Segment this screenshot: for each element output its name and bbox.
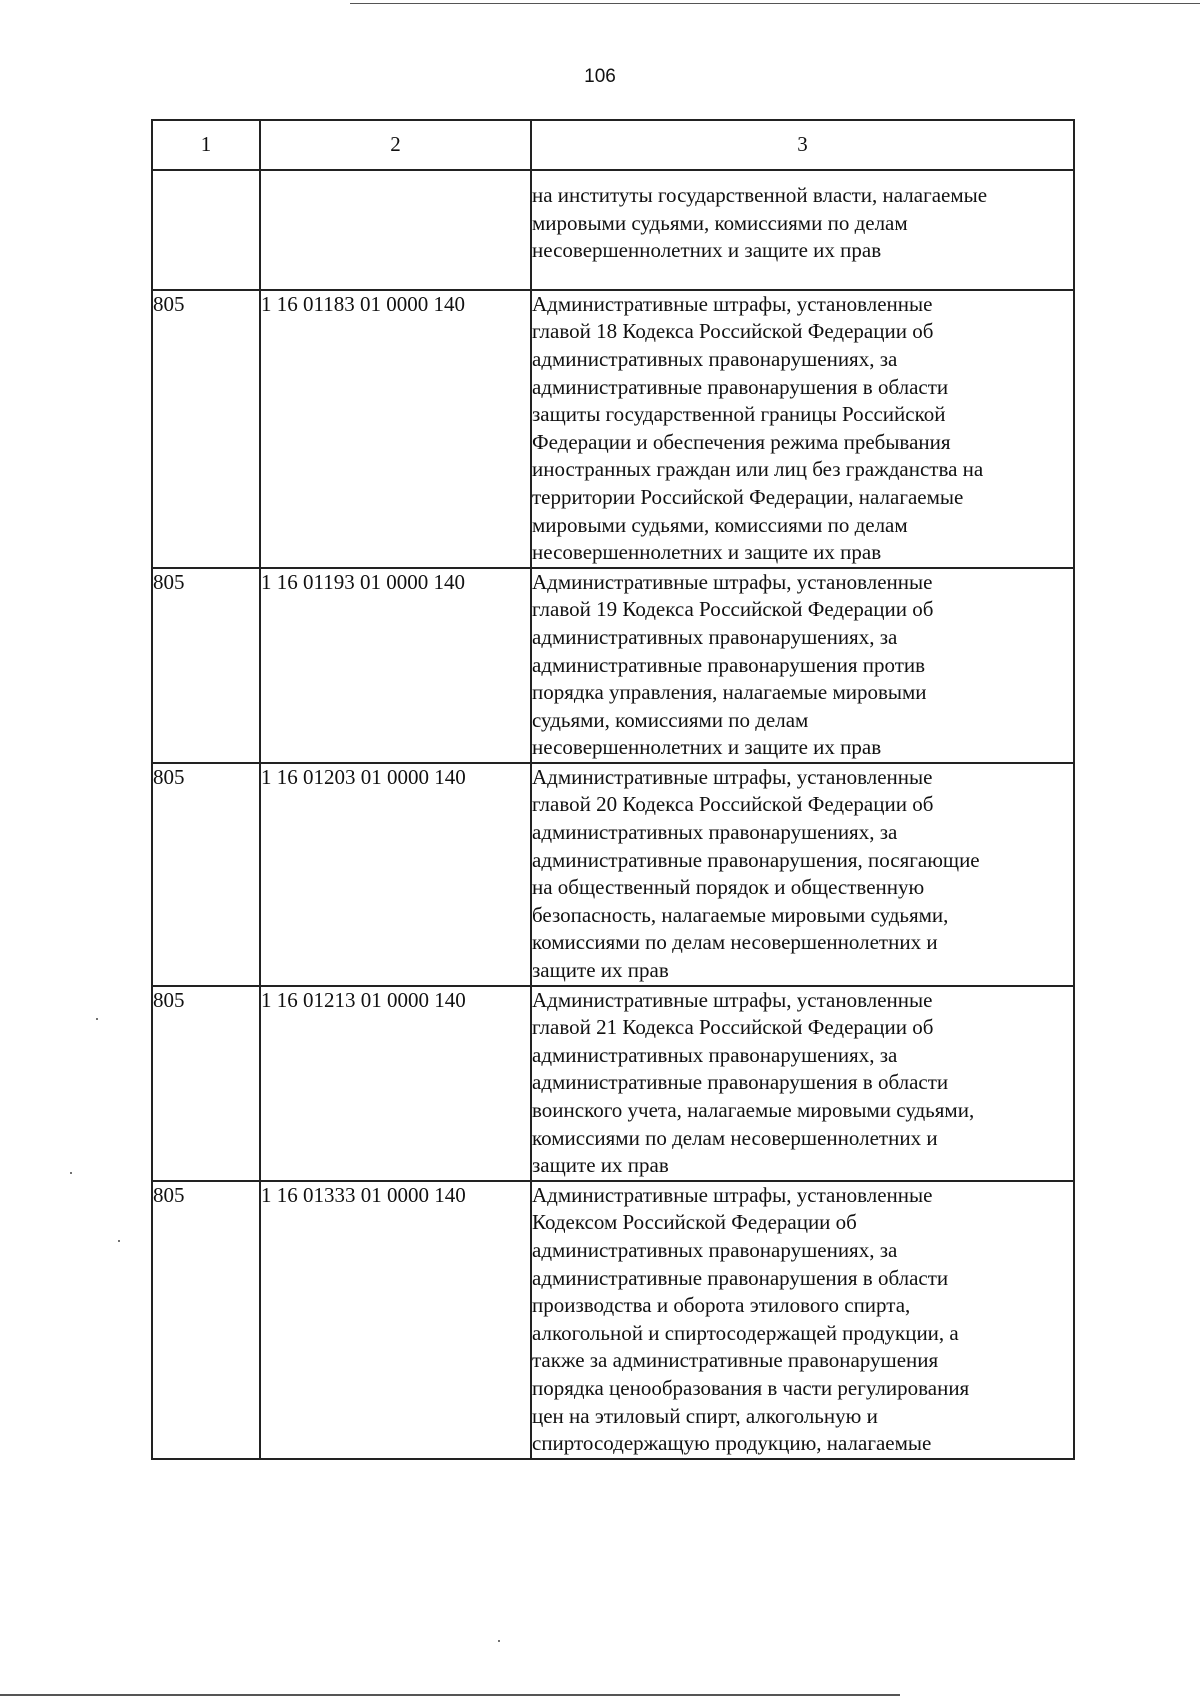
description-line: цен на этиловый спирт, алкогольную и	[532, 1403, 878, 1428]
description-line: территории Российской Федерации, налагаемые	[532, 484, 964, 509]
description-line: алкогольной и спиртосодержащей продукции, а	[532, 1320, 959, 1345]
table-row	[152, 290, 1074, 568]
cell-description	[531, 170, 1074, 290]
description-line: административные правонарушения против	[532, 652, 926, 677]
description-line: Административные штрафы, установленные	[532, 764, 933, 789]
scan-speck	[96, 1018, 98, 1020]
table-row	[152, 763, 1074, 986]
description-line: административные правонарушения в области	[532, 1070, 949, 1095]
description-line: Административные штрафы, установленные	[532, 291, 933, 316]
table-body	[152, 170, 1074, 1459]
cell-description	[531, 568, 1074, 763]
description-line: комиссиями по делам несовершеннолетних и	[532, 1125, 938, 1150]
description-line: Федерации и обеспечения режима пребывания	[532, 429, 951, 454]
cell-admin-code: 805	[152, 986, 260, 1181]
description-line: главой 18 Кодекса Российской Федерации об	[532, 319, 934, 344]
cell-budget-code: 1 16 01193 01 0000 140	[260, 568, 531, 763]
description-line: защите их прав	[532, 1153, 669, 1178]
cell-budget-code	[260, 170, 531, 290]
cell-admin-code: 805	[152, 290, 260, 568]
description-line: порядка управления, налагаемые мировыми	[532, 680, 927, 705]
description-line: мировыми судьями, комиссиями по делам	[532, 512, 908, 537]
description-line: несовершеннолетних и защите их прав	[532, 238, 882, 263]
description-line: главой 20 Кодекса Российской Федерации об	[532, 792, 934, 817]
description-line: главой 19 Кодекса Российской Федерации об	[532, 597, 934, 622]
classification-table	[151, 119, 1075, 1460]
description-line: защите их прав	[532, 958, 669, 983]
description-line: Административные штрафы, установленные	[532, 987, 933, 1012]
description-line: воинского учета, налагаемые мировыми судьями,	[532, 1098, 975, 1122]
description-line: административных правонарушениях, за	[532, 1237, 898, 1262]
description-line: административных правонарушениях, за	[532, 1042, 898, 1067]
description-line: мировыми судьями, комиссиями по делам	[532, 210, 908, 235]
cell-description	[531, 1181, 1074, 1459]
description-line: административных правонарушениях, за	[532, 820, 898, 845]
cell-budget-code: 1 16 01333 01 0000 140	[260, 1181, 531, 1459]
description-line: безопасность, налагаемые мировыми судьями,	[532, 902, 949, 927]
table-header-row	[152, 120, 1074, 170]
table-row	[152, 568, 1074, 763]
header-col-2: 2	[260, 120, 531, 170]
description-line: производства и оборота этилового спирта,	[532, 1293, 911, 1318]
description-line: также за административные правонарушения	[532, 1348, 939, 1373]
description-line: главой 21 Кодекса Российской Федерации об	[532, 1015, 934, 1040]
cell-budget-code: 1 16 01183 01 0000 140	[260, 290, 531, 568]
cell-admin-code: 805	[152, 1181, 260, 1459]
description-line: административных правонарушениях, за	[532, 624, 898, 649]
bottom-scan-line	[0, 1694, 900, 1696]
scan-speck	[118, 1240, 120, 1242]
top-scan-line	[350, 3, 1200, 4]
description-line: несовершеннолетних и защите их прав	[532, 540, 882, 565]
cell-description	[531, 290, 1074, 568]
scan-speck	[70, 1172, 72, 1174]
description-line: Административные штрафы, установленные	[532, 1182, 933, 1207]
description-line: Кодексом Российской Федерации об	[532, 1210, 857, 1235]
cell-description	[531, 986, 1074, 1181]
cell-description	[531, 763, 1074, 986]
description-line: на институты государственной власти, налагаемые	[532, 183, 988, 207]
table-row	[152, 986, 1074, 1181]
cell-budget-code: 1 16 01213 01 0000 140	[260, 986, 531, 1181]
cell-admin-code: 805	[152, 568, 260, 763]
description-line: комиссиями по делам несовершеннолетних и	[532, 930, 938, 955]
cell-admin-code: 805	[152, 763, 260, 986]
description-line: административных правонарушениях, за	[532, 346, 898, 371]
table-row	[152, 170, 1074, 290]
description-line: административные правонарушения в области	[532, 1265, 949, 1290]
description-line: на общественный порядок и общественную	[532, 875, 925, 900]
cell-budget-code: 1 16 01203 01 0000 140	[260, 763, 531, 986]
description-line: иностранных граждан или лиц без гражданства на	[532, 457, 984, 482]
description-line: административные правонарушения в области	[532, 374, 949, 399]
description-line: защиты государственной границы Российской	[532, 402, 946, 427]
description-line: административные правонарушения, посягающие	[532, 847, 980, 872]
description-line: Административные штрафы, установленные	[532, 569, 933, 594]
header-col-1: 1	[152, 120, 260, 170]
description-line: порядка ценообразования в части регулирования	[532, 1375, 970, 1400]
cell-admin-code	[152, 170, 260, 290]
description-line: судьями, комиссиями по делам	[532, 707, 809, 732]
scan-speck	[498, 1640, 500, 1642]
description-line: спиртосодержащую продукцию, налагаемые	[532, 1431, 932, 1456]
description-line: несовершеннолетних и защите их прав	[532, 735, 882, 760]
header-col-3: 3	[531, 120, 1074, 170]
page-number: 106	[584, 66, 616, 87]
table-row	[152, 1181, 1074, 1459]
